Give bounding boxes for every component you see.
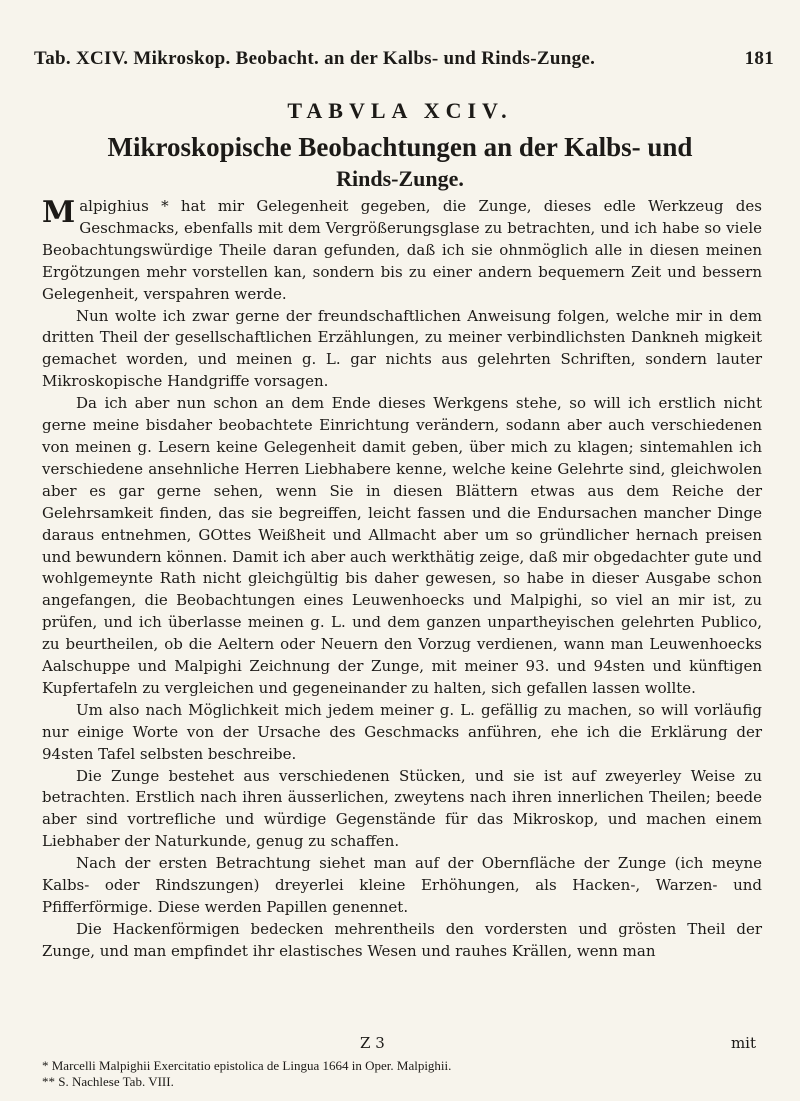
paragraph-6: Nach der ersten Betrachtung siehet man auf der Obernfläche der Zunge (ich meyne Kalbs- oder Rindszungen) dreyerlei kleine Erhöhungen, als Hacken-, Warzen- und Pfifferförmige. Diese werden Papillen genennet.: [42, 854, 762, 916]
paragraph-7: Die Hackenförmigen bedecken mehrentheils den vordersten und grösten Theil der Zunge, und man empfindet ihr elastisches Wesen und rauhes Krällen, wenn man: [42, 919, 762, 960]
plate-heading: TABVLA XCIV.: [287, 98, 513, 123]
paragraph-text: alpighius * hat mir Gelegenheit gegeben, die Zunge, dieses edle Werkzeug des Geschmacks, ebenfalls mit dem Vergrößerungsglase zu betrachten, und ich habe so viele Beobachtungswürdige Theile daran gefunden, daß ich sie ohnmöglich alle in diesen meinen Ergötzungen mehr vorstellen kan, sondern bis zu einer andern bequemern Zeit und bessern Gelegenheit, verspahren werde.: [42, 197, 762, 303]
chapter-title-line-1: Mikroskopische Beobachtungen an der Kalbs- und: [107, 132, 693, 162]
footnote-2: ** S. Nachlese Tab. VIII.: [42, 1074, 174, 1089]
catchword: mit: [730, 1034, 756, 1052]
paragraph-2: Nun wolte ich zwar gerne der freundschaftlichen Anweisung folgen, welche mir in dem dritten Theil der gesellschaftlichen Erzählungen, zu meiner verbindlichsten Dankneh migkeit gemachet worden, und meinen g. L. gar nichts aus gelehrten Schriften, sondern lauter Mikroskopische Handgriffe vorsagen.: [42, 306, 762, 391]
paragraph-5: Die Zunge bestehet aus verschiedenen Stücken, und sie ist auf zweyerley Weise zu betrachten. Erstlich nach ihren äusserlichen, zweytens nach ihren innerlichen Theilen; beede aber sind vortrefliche und würdige Gegenstände für das Mikroskop, und machen einem Liebhaber der Naturkunde, genug zu schaffen.: [42, 766, 762, 851]
running-head: [34, 48, 774, 70]
footnote-1: * Marcelli Malpighii Exercitatio epistolica de Lingua 1664 in Oper. Malpighii.: [42, 1058, 452, 1073]
paragraph-1: [42, 196, 762, 306]
drop-cap: M: [42, 195, 76, 230]
chapter-title-line-2: Rinds-Zunge.: [336, 166, 464, 191]
signature-mark: Z 3: [360, 1034, 385, 1052]
running-head-title: Tab. XCIV. Mikroskop. Beobacht. an der Kalbs- und Rinds-Zunge.: [34, 48, 596, 69]
footnotes: [42, 1058, 762, 1090]
body-text: [42, 196, 762, 963]
paragraph-3: Da ich aber nun schon an dem Ende dieses Werkgens stehe, so will ich erstlich nicht gerne meine bisdaher beobachtete Einrichtung verändern, sodann aber auch verschiedenen von meinen g. Lesern keine Gelegenheit damit geben, über mich zu klagen; sintemahlen ich verschiedene ansehnliche Herren Liebhabere kenne, welche keine Gelehrte sind, gleichwolen aber es gar gerne sehen, wenn Sie in diesen Blättern etwas aus dem Reiche der Gelehrsamkeit finden, das sie begreiffen, leicht fassen und die Endursachen mancher Dinge daraus entnehmen, GOttes Weißheit und Allmacht aber um so gründlicher hernach preisen und bewundern können. Damit ich aber auch werkthätig zeige, daß mir obgedachter gute und wohlgemeynte Rath nicht gleichgültig bis daher gewesen, so habe in dieser Ausgabe schon angefangen, die Beobachtungen eines Leuwenhoecks und Malpighi, so viel an mir ist, zu prüfen, und ich überlasse meinen g. L. und dem ganzen unpartheyischen gelehrten Publico, zu beurtheilen, ob die Aeltern oder Neuern den Vorzug verdienen, wann man Leuwenhoecks Aalschuppe und Malpighi Zeichnung der Zunge, mit meiner 93. und 94sten und künftigen Kupfertafeln zu vergleichen und gegeneinander zu halten, sich gefallen lassen wollte.: [42, 394, 762, 697]
paragraph-4: Um also nach Möglichkeit mich jedem meiner g. L. gefällig zu machen, so will vorläufig nur einige Worte von der Ursache des Geschmacks anführen, ehe ich die Erklärung der 94sten Tafel selbsten beschreibe.: [42, 700, 762, 763]
page-number: 181: [744, 48, 774, 69]
